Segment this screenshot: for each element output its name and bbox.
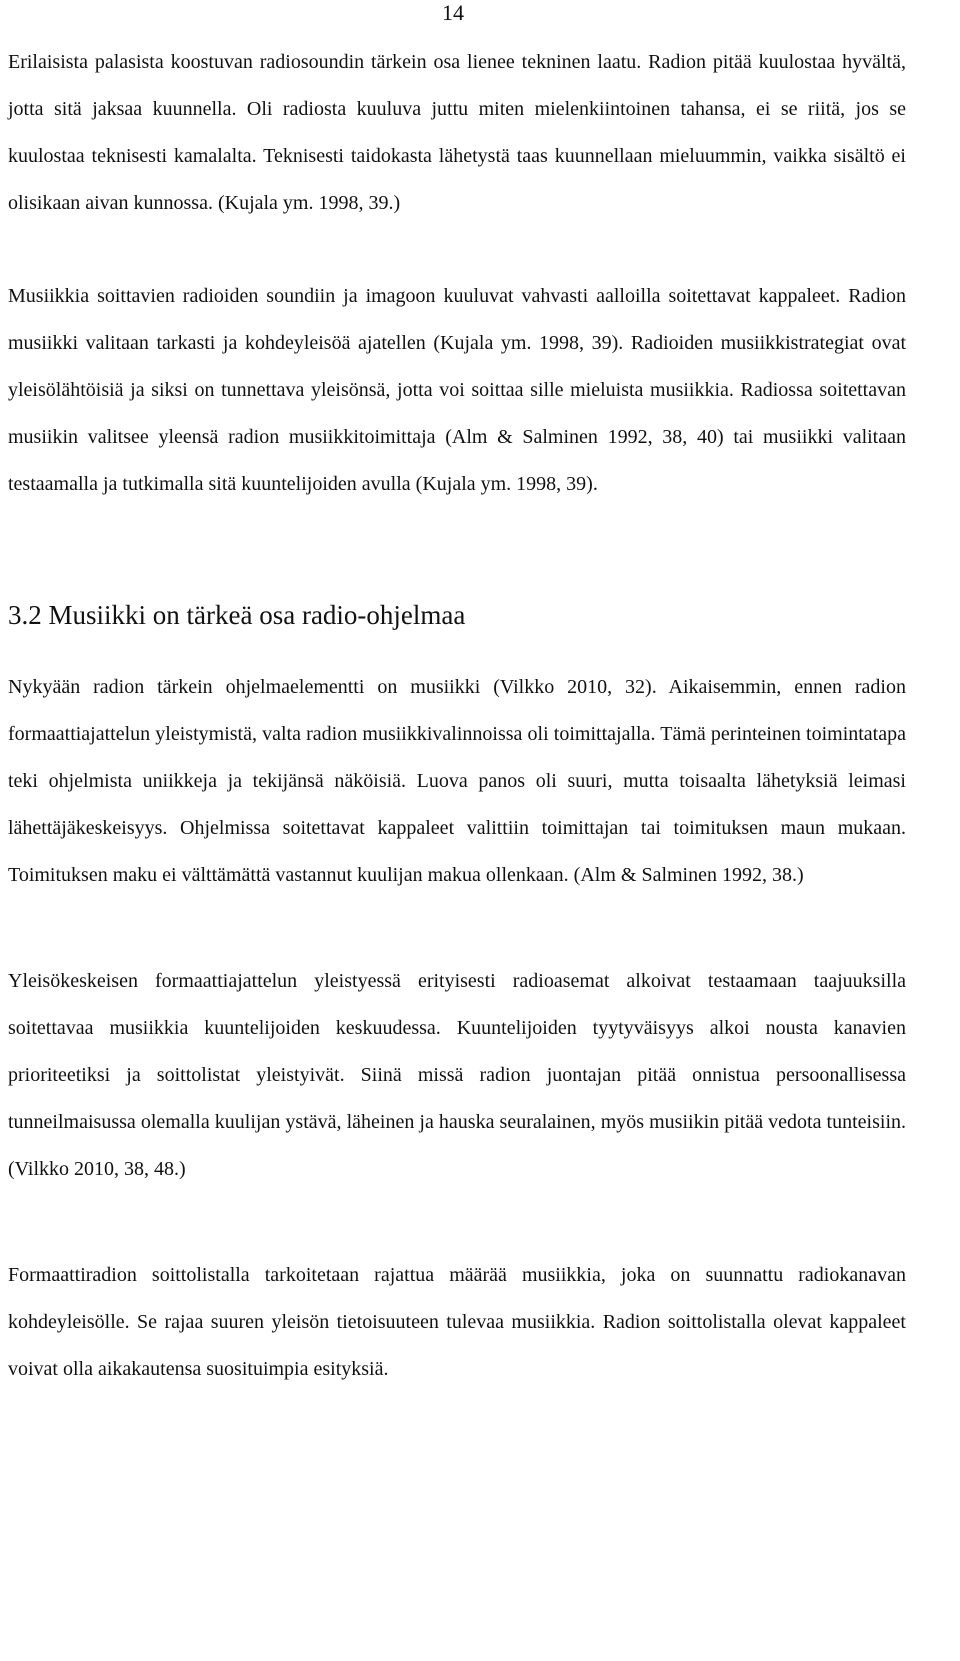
page-number: 14 xyxy=(442,0,464,25)
document-body xyxy=(8,39,906,1393)
paragraph-music-selection: Musiikkia soittavien radioiden soundiin ja imagoon kuuluvat vahvasti aalloilla soitettavat kappaleet. Radion musiikki valitaan tarkasti ja kohdeyleisöä ajatellen (Kujala ym. 1998, 39). Radioiden musiikkistrategiat ovat yleisölähtöisiä ja siksi on tunnettava yleisönsä, jotta voi soittaa sille mieluista musiikkia. Radiossa soitettavan musiikin valitsee yleensä radion musiikkitoimittaja (Alm & Salminen 1992, 38, 40) tai musiikki valitaan testaamalla ja tutkimalla sitä kuuntelijoiden avulla (Kujala ym. 1998, 39). xyxy=(8,285,906,495)
paragraph-format-thinking: Yleisökeskeisen formaattiajattelun yleistyessä erityisesti radioasemat alkoivat testaamaan taajuuksilla soitettavaa musiikkia kuuntelijoiden keskuudessa. Kuuntelijoiden tyytyväisyys alkoi nousta kanavien prioriteetiksi ja soittolistat yleistyivät. Siinä missä radion juontajan pitää onnistua persoonallisessa tunneilmaisussa olemalla kuulijan ystävä, läheinen ja hauska seuralainen, myös musiikin pitää vedota tunteisiin. (Vilkko 2010, 38, 48.) xyxy=(8,970,906,1180)
paragraph-music-element: Nykyään radion tärkein ohjelmaelementti on musiikki (Vilkko 2010, 32). Aikaisemmin, ennen radion formaattiajattelun yleistymistä, valta radion musiikkivalinnoissa oli toimittajalla. Tämä perinteinen toimintatapa teki ohjelmista uniikkeja ja tekijänsä näköisiä. Luova panos oli suuri, mutta toisaalta lähetyksiä leimasi lähettäjäkeskeisyys. Ohjelmissa soitettavat kappaleet valittiin toimittajan tai toimituksen maun mukaan. Toimituksen maku ei välttämättä vastannut kuulijan makua ollenkaan. (Alm & Salminen 1992, 38.) xyxy=(8,676,906,886)
section-heading: 3.2 Musiikki on tärkeä osa radio-ohjelmaa xyxy=(8,600,466,630)
paragraph-playlist: Formaattiradion soittolistalla tarkoitetaan rajattua määrää musiikkia, joka on suunnattu radiokanavan kohdeyleisölle. Se rajaa suuren yleisön tietoisuuteen tulevaa musiikkia. Radion soittolistalla olevat kappaleet voivat olla aikakautensa suosituimpia esityksiä. xyxy=(8,1264,906,1380)
paragraph-technical-quality: Erilaisista palasista koostuvan radiosoundin tärkein osa lienee tekninen laatu. Radion pitää kuulostaa hyvältä, jotta sitä jaksaa kuunnella. Oli radiosta kuuluva juttu miten mielenkiintoinen tahansa, ei se riitä, jos se kuulostaa teknisesti kamalalta. Teknisesti taidokasta lähetystä taas kuunnellaan mieluummin, vaikka sisältö ei olisikaan aivan kunnossa. (Kujala ym. 1998, 39.) xyxy=(8,51,906,214)
